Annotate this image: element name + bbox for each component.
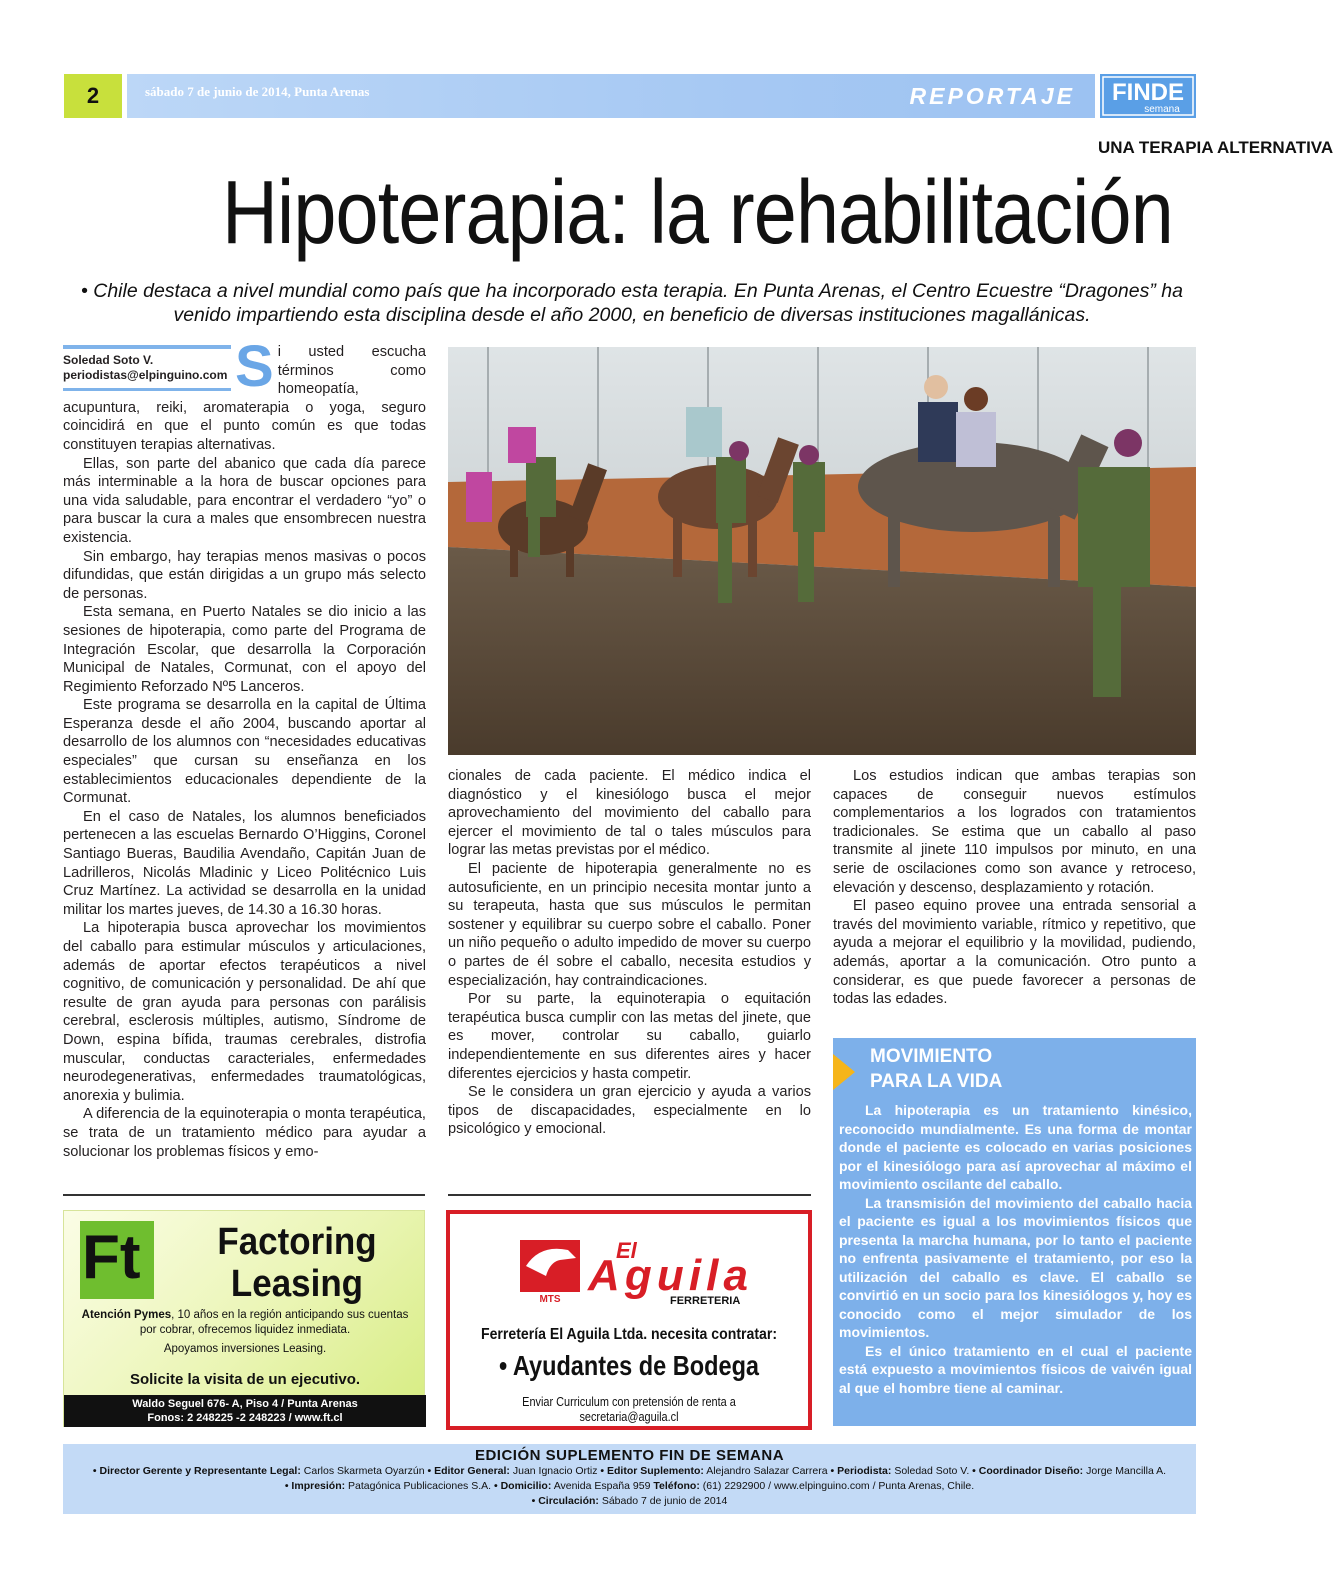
sidebar-box (833, 1038, 1196, 1426)
credit-value: Carlos Skarmeta Oyarzún (303, 1465, 425, 1477)
paragraph: Por su parte, la equinoterapia o equitación terapéutica busca cumplir con las metas del jinete, que es mover, controlar su caballo, guiarlo independientemente en sus diferentes aires y hacer diferentes ejercicios y hasta competir. (448, 991, 811, 1082)
credit-item (532, 1495, 728, 1507)
credit-label: • Impresión: (284, 1480, 346, 1492)
logo-el: El (616, 1238, 637, 1263)
ad-title (191, 1221, 403, 1305)
paragraph: A diferencia de la equinoterapia o monta terapéutica, se trata de un tratamiento médico para ayudar a solucionar los problemas físicos y emo- (63, 1106, 426, 1160)
ad-text-line (64, 1309, 426, 1321)
sidebar-paragraph: La hipoterapia es un tratamiento kinésico, reconocido mundialmente. Es una forma de montar donde el paciente es colocado en varias posiciones por el kinesiólogo para así aprovechar al máximo el movimiento oscilante del caballo. (839, 1102, 1192, 1192)
byline-rule (63, 388, 231, 391)
arrow-icon (833, 1054, 855, 1090)
sidebar-paragraph: La transmisión del movimiento del caballo hacia el paciente es igual a los movimientos físicos que presenta la marcha humana, por lo tanto el paciente no enfrenta pasivamente el tratamiento, por eso la utilización del caballo es clave. El caballo se convirtió en un socio para los kinesiólogos y, hoy es conocido como el mejor simulador de los movimientos. (839, 1194, 1192, 1340)
ad-title-line: Leasing (230, 1263, 364, 1305)
sidebar-body (839, 1101, 1192, 1397)
paragraph: Este programa se desarrolla en la capital de Última Esperanza desde el año 2004, buscando aportar al desarrollo de los alumnos con “necesidades educativas especiales” que cursan su enseñanza en los establecimientos educacionales dependiente de la Cormunat. (63, 697, 426, 807)
logo-sub-text: semana (1144, 104, 1180, 115)
logo-main-text: FINDE (1112, 79, 1184, 106)
ad-factoring-leasing[interactable] (63, 1210, 425, 1427)
ad-line-3: Enviar Curriculum con pretensión de renta a secretaria@aguila.cl (522, 1394, 736, 1424)
credit-item (427, 1465, 600, 1477)
paragraph: Los estudios indican que ambas terapias son capaces de conseguir nuevos estímulos complementarios a los logrados con tratamientos tradicionales. Se estima que un caballo al paso transmite al jinete 110 impulsos por minuto, en una serie de oscilaciones como son avance y retroceso, elevación y descenso, desplazamiento y rotación. (833, 768, 1196, 896)
sidebar-title-line: PARA LA VIDA (870, 1071, 1003, 1092)
headline: Hipoterapia: la rehabilitación (222, 163, 1173, 263)
credit-label: • Editor Suplemento: (600, 1465, 704, 1477)
credit-value: Juan Ignacio Ortiz (512, 1465, 598, 1477)
credits-box (63, 1444, 1196, 1514)
ad-text-rest: , 10 años en la región anticipando sus cuentas (171, 1309, 409, 1321)
credit-value: Soledad Soto V. (894, 1465, 970, 1477)
paragraph: El paciente de hipoterapia generalmente no es autosuficiente, en un principio necesita montar junto a su terapeuta, hasta que sus músculos le permitan sostener y equilibrar su cuerpo sobre el caballo. Poner un niño pequeño o adulto impedido de mover su cuerpo o partes de él sobre el caballo, necesita estudios y especialización, hay contraindicaciones. (448, 860, 811, 989)
credit-value: (61) 2292900 / www.elpinguino.com / Punta Arenas, Chile. (702, 1480, 975, 1492)
paragraph: El paseo equino provee una entrada sensorial a través del movimiento variable, rítmico y repetitivo, que ayuda a mejorar el equilibrio y la movilidad, pudiendo, además, aportar a la comunicación. Otro punto a considerar, es que puede favorecer a personas de todas las edades. (833, 898, 1196, 1008)
credit-item (972, 1465, 1166, 1477)
article-column-3 (833, 767, 1196, 1009)
credit-value: Alejandro Salazar Carrera (706, 1465, 828, 1477)
credit-value: Sábado 7 de junio de 2014 (601, 1495, 728, 1507)
section-label: REPORTAJE (909, 83, 1075, 109)
credit-value: Patagónica Publicaciones S.A. (348, 1480, 492, 1492)
credit-item (494, 1480, 653, 1492)
paragraph: En el caso de Natales, los alumnos beneficiados pertenecen a las escuelas Bernardo O’Higgins, Coronel Santiago Bueras, Baudilia Avendaño, Capitán Juan de Ladrilleros, Nicolás Mladinic y Liceo Politécnico Luis Cruz Martínez. La actividad se desarrolla en la unidad militar los martes jueves, de 14.30 a 16.30 horas. (63, 808, 426, 918)
credit-label: Teléfono: (653, 1480, 700, 1492)
paragraph: Sin embargo, hay terapias menos masivas o pocos difundidas, que están dirigidas a un grupo más selecto de personas. (63, 548, 426, 602)
credit-item (600, 1465, 830, 1477)
drop-cap: S (235, 334, 274, 399)
byline (63, 345, 231, 391)
logo-sub: FERRETERIA (670, 1295, 741, 1307)
credit-label: • Periodista: (830, 1465, 892, 1477)
credits-title: EDICIÓN SUPLEMENTO FIN DE SEMANA (474, 1447, 785, 1464)
page-number: 2 (64, 74, 122, 118)
kicker: UNA TERAPIA ALTERNATIVA (1098, 138, 1333, 157)
divider-rule (448, 1194, 811, 1196)
ad-el-aguila[interactable] (446, 1210, 812, 1430)
sidebar-paragraph: Es el único tratamiento en el cual el paciente está expuesto a movimientos físicos de vaivén igual al que el hombre tiene al caminar. (839, 1342, 1192, 1396)
logo-mts: MTS (539, 1294, 561, 1305)
credit-item (93, 1465, 428, 1477)
aguila-logo (520, 1236, 750, 1308)
ad-line-2: • Ayudantes de Bodega (498, 1350, 760, 1381)
paragraph: cionales de cada paciente. El médico indica el diagnóstico y el kinesiólogo busca el mejor aprovechamiento del movimiento del caballo para ejercer el movimiento de tal o tales músculos para lograr las metas previstas por el médico. (448, 768, 811, 859)
ad-text-line: por cobrar, ofrecemos liquidez inmediata. (139, 1324, 351, 1336)
ft-logo-text: Ft (82, 1223, 141, 1292)
credit-label: • Editor General: (427, 1465, 510, 1477)
credits-line-1 (63, 1464, 1196, 1479)
sidebar-title (870, 1044, 1002, 1094)
paragraph: Esta semana, en Puerto Natales se dio inicio a las sesiones de hipoterapia, como parte del Programa de Integración Escolar, que desarrolla la Corporación Municipal de Natales, Cormunat, con el apoyo del Regimiento Reforzado Nº5 Lanceros. (63, 604, 426, 695)
credit-label: • Domicilio: (493, 1480, 552, 1492)
credit-label: • Coordinador Diseño: (972, 1465, 1084, 1477)
credit-label: • Director Gerente y Representante Legal: (92, 1465, 301, 1477)
ft-logo-icon (80, 1221, 154, 1299)
hippotherapy-photo (448, 347, 1196, 755)
article-column-2 (448, 767, 811, 1139)
credit-value: Jorge Mancilla A. (1086, 1465, 1167, 1477)
sidebar-title-line: MOVIMIENTO (870, 1046, 993, 1067)
finde-logo (1100, 74, 1196, 118)
credit-value: Avenida España 959 (553, 1480, 651, 1492)
date-line: sábado 7 de junio de 2014, Punta Arenas (145, 84, 370, 99)
logo-brand: Aguila (588, 1251, 748, 1300)
paragraph: i usted escucha términos como homeopatía, acupuntura, reiki, aromaterapia o yoga, seguro coincidirá en que el punto común es que todas constituyen terapias alternativas. (63, 344, 426, 453)
deck: • Chile destaca a nivel mundial como país que ha incorporado esta terapia. En Punta Arenas, el Centro Ecuestre “Dragones” ha venido impartiendo esta disciplina desde el año 2000, en beneficio de diversas instituciones magallánicas. (81, 280, 1183, 326)
paragraph: Ellas, son parte del abanico que cada día parece más interminable a la hora de buscar opciones para una vida saludable, para encontrar el verdadero “yo” o para buscar la cura a males que ensombrecen nuestra existencia. (63, 455, 426, 546)
divider-rule (63, 1194, 425, 1196)
article-column-1 (63, 334, 426, 1161)
credit-item (831, 1465, 973, 1477)
credit-label: • Circulación: (531, 1495, 599, 1507)
credit-item (653, 1480, 974, 1492)
paragraph: Se le considera un gran ejercicio y ayuda a varios tipos de discapacidades, especialmente en lo psicológico y emocional. (448, 1084, 811, 1138)
credits-line-2 (63, 1479, 1196, 1494)
ad-address: Waldo Seguel 676- A, Piso 4 / Punta Arenas (132, 1398, 358, 1410)
byline-email: periodistas@elpinguino.com (63, 368, 228, 382)
ad-line-1: Ferretería El Aguila Ltda. necesita contratar: (480, 1326, 778, 1343)
paragraph: La hipoterapia busca aprovechar los movimientos del caballo para estimular músculos y articulaciones, además de aportar efectos terapéuticos a nivel cognitivo, de comunicación y personalidad. De ahí que resulte de gran ayuda para personas con parálisis cerebral, esclerosis múltiples, autismo, Síndrome de Down, espina bífida, traumas cerebrales, distrofia muscular, conductas caracteriales, enfermedades neurodegenerativas, enfermedades traumatológicas, anorexia y bulimia. (63, 920, 426, 1104)
byline-name: Soledad Soto V. (63, 353, 154, 367)
credit-item (285, 1480, 494, 1492)
credits-line-3 (63, 1494, 1196, 1509)
ad-phones: Fonos: 2 248225 -2 248223 / www.ft.cl (147, 1412, 343, 1424)
ad-cta: Solicite la visita de un ejecutivo. (129, 1371, 361, 1388)
ad-text-line: Apoyamos inversiones Leasing. (163, 1343, 327, 1355)
ad-title-line: Factoring (217, 1221, 377, 1263)
ad-footer (64, 1395, 426, 1427)
ad-text-bold: Atención Pymes (81, 1309, 172, 1321)
